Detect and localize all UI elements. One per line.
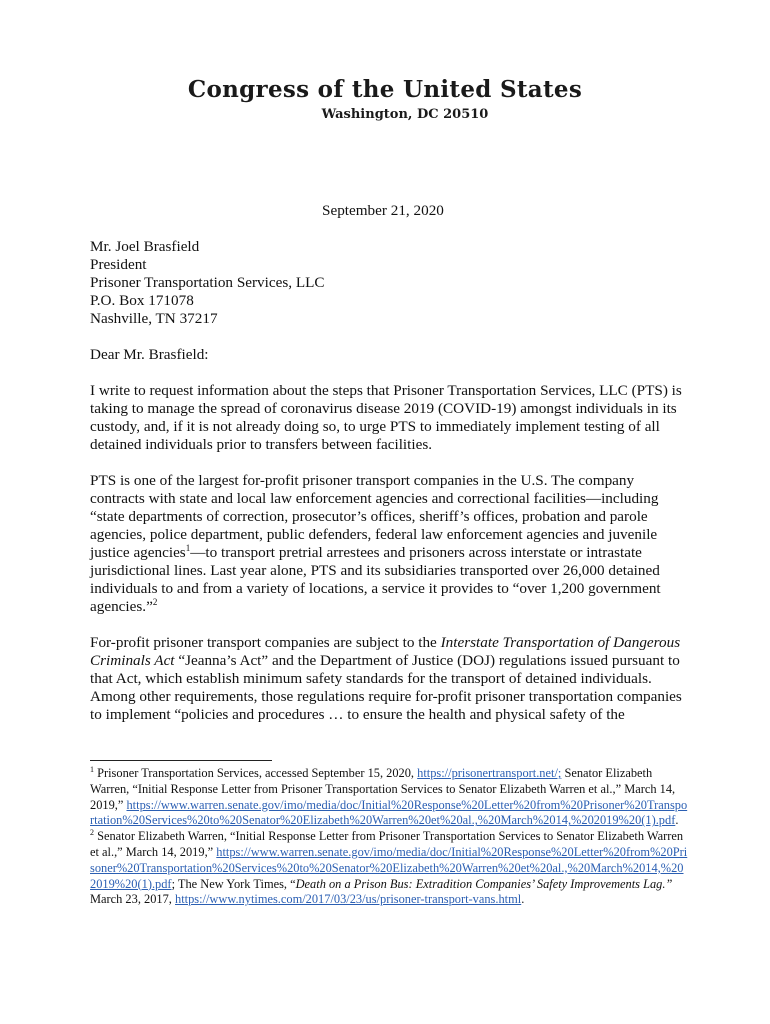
footnote-2-link-warren-letter[interactable]: https://www.warren.senate.gov/imo/media/doc/Initial%20Response%20Letter%20from%20Prisoner%20Transportation%20Services%20to%20Senator%20Elizabeth%20Warren%20et%20al.,%20March%2014,%202019%20(1).pdf	[90, 844, 688, 891]
footnote-divider	[90, 760, 272, 761]
footnote-2-text-d: .	[521, 892, 525, 907]
address-line: Nashville, TN 37217	[90, 310, 218, 327]
footnote-ref-2: 2	[152, 597, 158, 607]
paragraph-1: I write to request information about the steps that Prisoner Transportation Services, LLC (PTS) is taking to manage the spread of coronavirus disease 2019 (COVID-19) amongst individuals in its custody, and, if it is not already doing so, to urge PTS to immediately implement testing of all detained individuals prior to transfers between facilities.	[90, 382, 682, 453]
footnote-1-link-warren-letter[interactable]: https://www.warren.senate.gov/imo/media/doc/Initial%20Response%20Letter%20from%20Prisoner%20Transportation%20Services%20to%20Senator%20Elizabeth%20Warren%20et%20al.,%20March%2014,%202019%20(1).pdf	[90, 797, 688, 828]
footnote-ref-1: 1	[185, 543, 191, 553]
footnote-1-text-c: .	[675, 813, 679, 828]
footnote-2-text-b: ; The New York Times, “	[171, 876, 296, 891]
paragraph-3	[90, 634, 684, 724]
recipient-address	[90, 238, 684, 328]
act-title: Interstate Transportation of Dangerous Criminals Act	[90, 634, 681, 669]
letterhead-subtitle: Washington, DC 20510	[321, 107, 489, 122]
footnote-2-number: 2	[90, 828, 94, 838]
footnotes	[90, 766, 688, 908]
letterhead	[0, 76, 770, 122]
paragraph-3-text-a: For-profit prisoner transport companies are subject to the	[90, 634, 441, 651]
address-line: Mr. Joel Brasfield	[90, 238, 200, 255]
footnote-2-text-a: Senator Elizabeth Warren, “Initial Response Letter from Prisoner Transportation Services to Senator Elizabeth Warren et al.,” March 14, 2019,”	[90, 829, 684, 859]
paragraph-2-text-b: —to transport pretrial arrestees and prisoners across interstate or intrastate jurisdictional lines. Last year alone, PTS and its subsidiaries transported over 26,000 detained individuals to and from a variety of locations, a service it provides to “over 1,200 government agencies.”	[90, 544, 661, 615]
footnote-1-text-b: Senator Elizabeth Warren, “Initial Response Letter from Prisoner Transportation Services to Senator Elizabeth Warren et al.,” March 14, 2019,”	[90, 766, 676, 812]
paragraph-2	[90, 472, 684, 616]
address-line: President	[90, 256, 147, 273]
address-line: P.O. Box 171078	[90, 292, 194, 309]
paragraph-2-text-a: PTS is one of the largest for-profit prisoner transport companies in the U.S. The company contracts with state and local law enforcement agencies and correctional facilities—including “state departments of correction, prosecutor’s offices, sheriff’s offices, probation and parole agencies, police department, public defenders, federal law enforcement agencies and juvenile justice agencies	[90, 472, 659, 561]
footnote-2-link-nytimes[interactable]: https://www.nytimes.com/2017/03/23/us/prisoner-transport-vans.html	[175, 892, 522, 907]
footnote-2	[90, 829, 688, 908]
address-line: Prisoner Transportation Services, LLC	[90, 274, 325, 291]
footnote-2-article-title: Death on a Prison Bus: Extradition Companies’ Safety Improvements Lag.”	[295, 876, 673, 891]
letterhead-title: Congress of the United States	[187, 76, 583, 103]
footnote-1-text-a: Prisoner Transportation Services, accessed September 15, 2020,	[94, 766, 418, 780]
salutation: Dear Mr. Brasfield:	[90, 346, 209, 363]
letter-date: September 21, 2020	[322, 202, 444, 219]
footnote-1	[90, 766, 688, 829]
footnote-2-text-c: March 23, 2017,	[90, 892, 175, 907]
paragraph-3-text-b: “Jeanna’s Act” and the Department of Justice (DOJ) regulations issued pursuant to that Act, which establish minimum safety standards for the transport of detained individuals. Among other requirements, those regulations require for-profit prisoner transportation companies to implement “policies and procedures … to ensure the health and physical safety of the	[90, 652, 682, 723]
footnote-1-number: 1	[90, 765, 94, 774]
footnote-1-link-prisonertransport[interactable]: https://prisonertransport.net/;	[417, 766, 562, 780]
